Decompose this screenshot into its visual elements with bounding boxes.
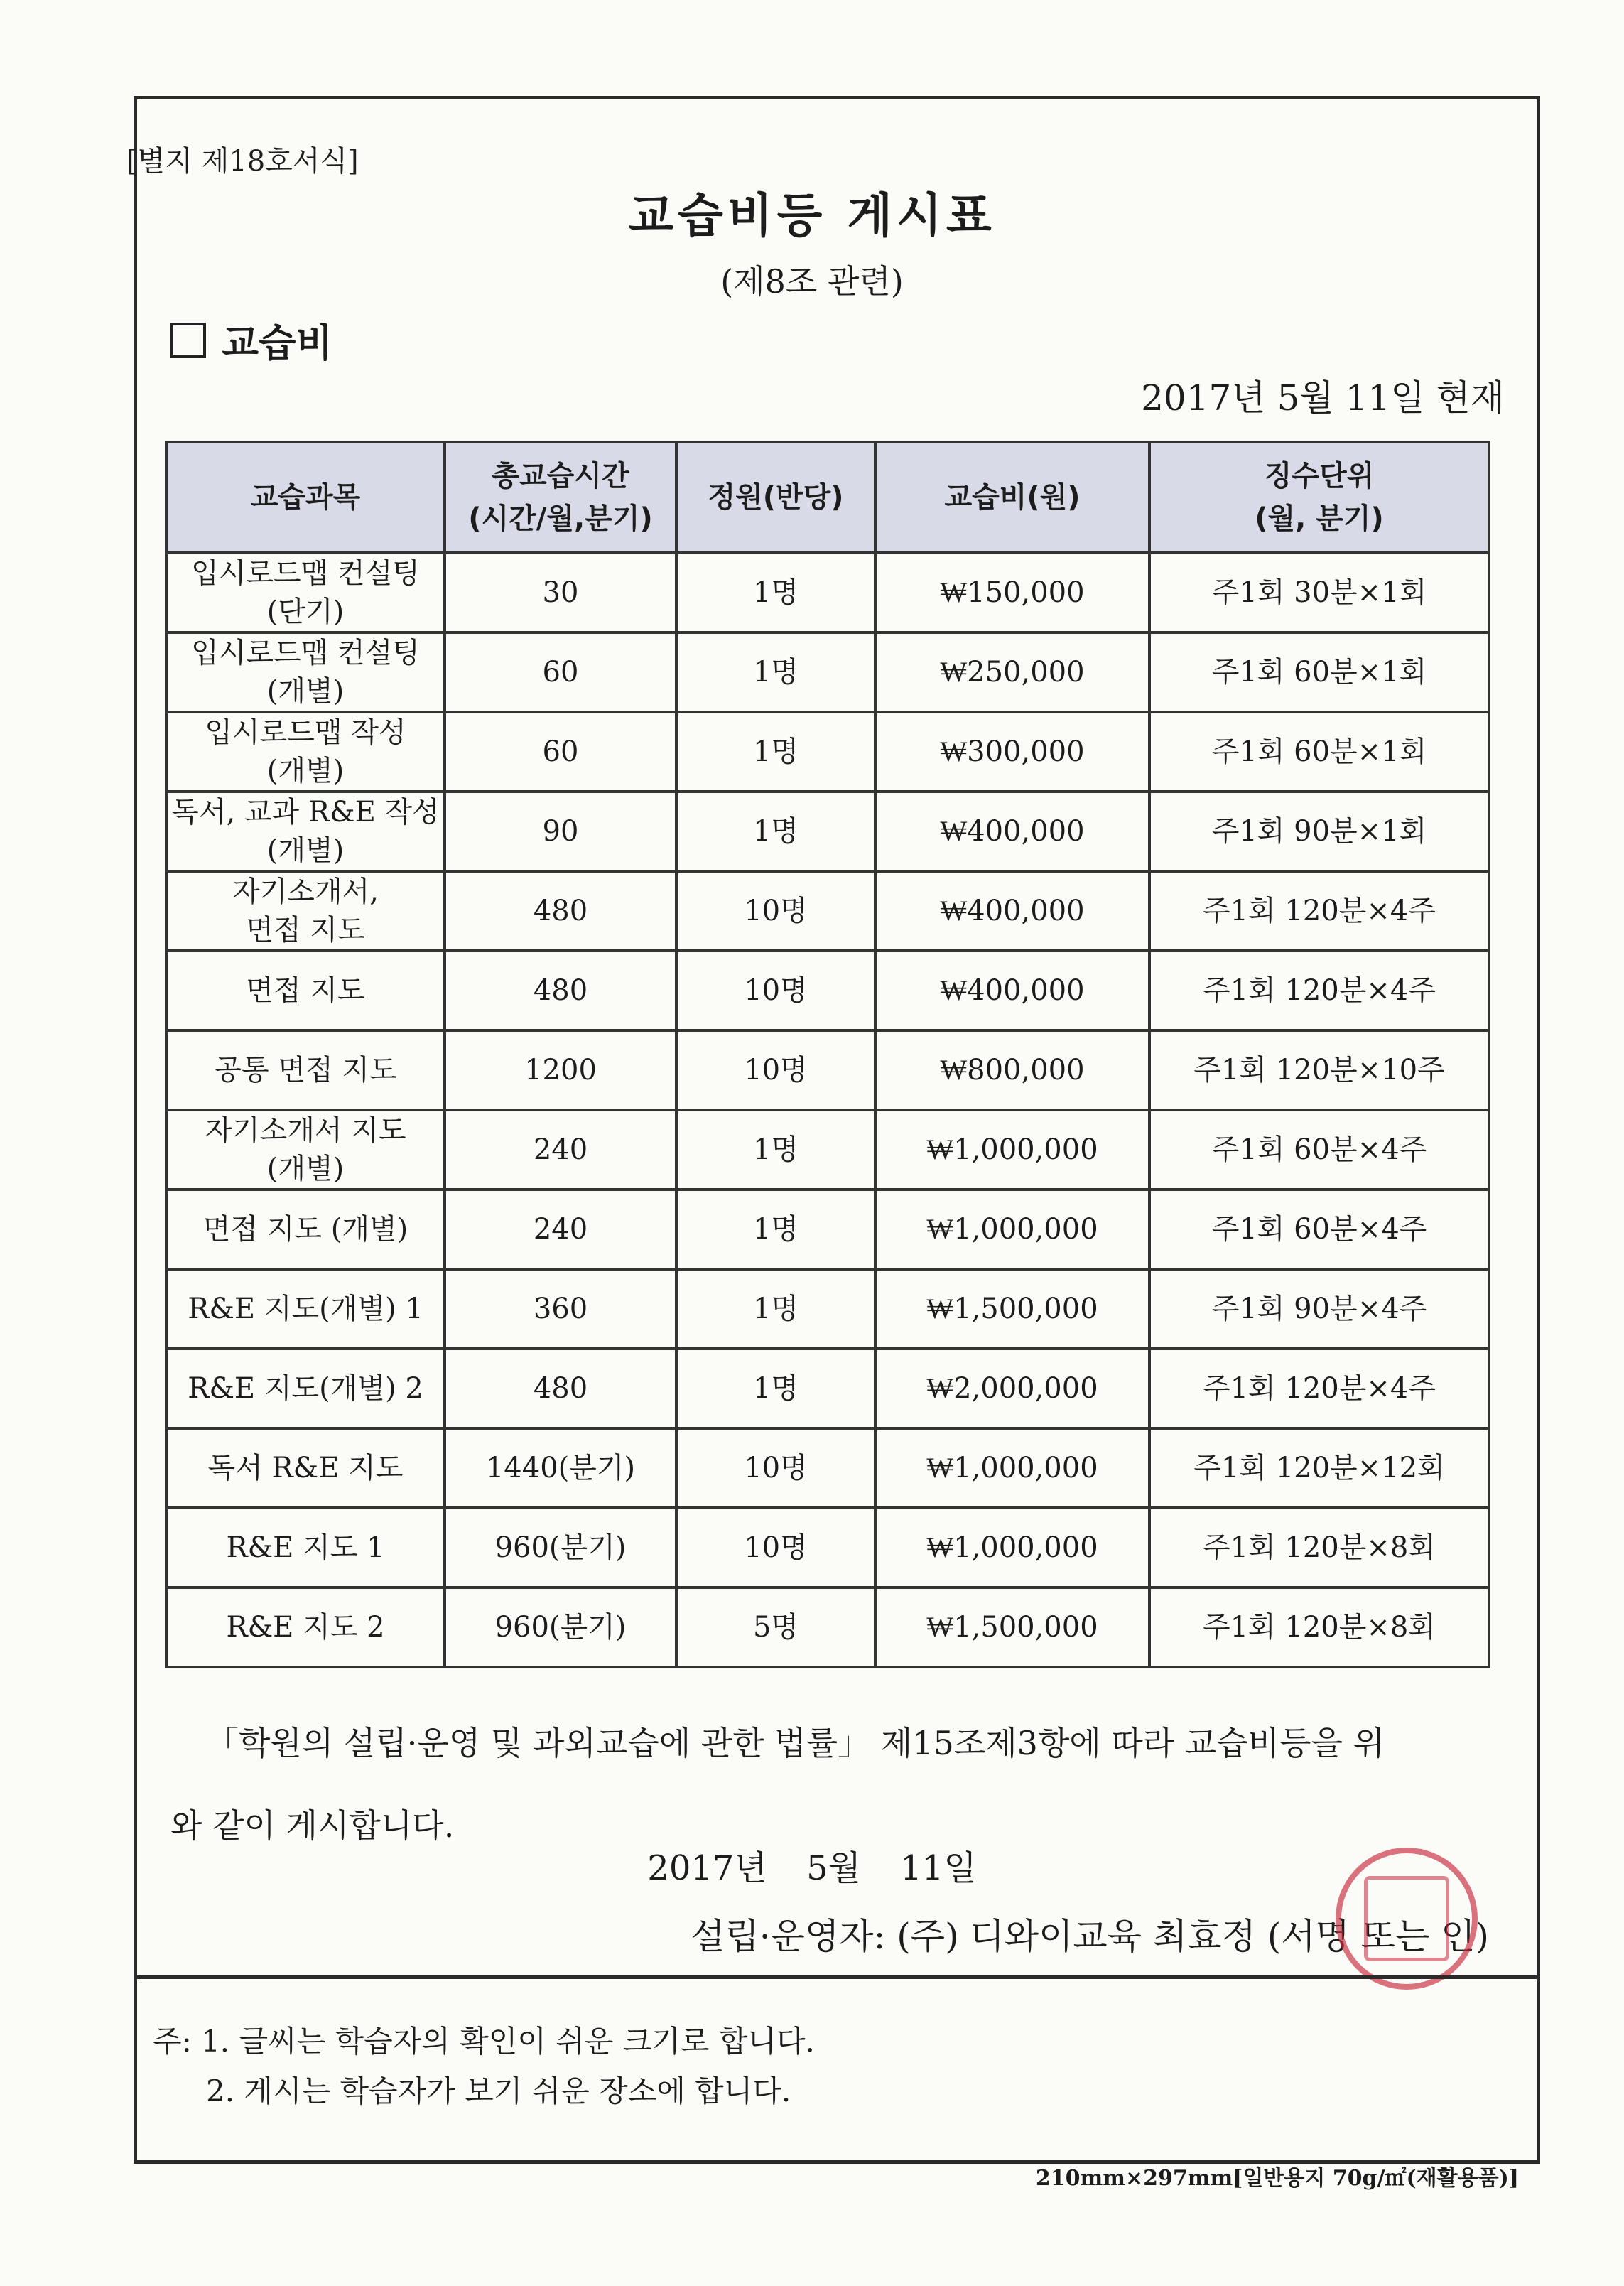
cell-collection-unit: 주1회 60분×1회 — [1149, 632, 1489, 712]
cell-subject: R&E 지도(개별) 1 — [166, 1269, 445, 1349]
cell-subject: R&E 지도(개별) 2 — [166, 1349, 445, 1428]
cell-collection-unit: 주1회 120분×4주 — [1149, 1349, 1489, 1428]
cell-collection-unit: 주1회 120분×8회 — [1149, 1508, 1489, 1587]
checkbox-icon — [170, 323, 206, 358]
cell-collection-unit: 주1회 120분×10주 — [1149, 1030, 1489, 1110]
table-row — [166, 712, 1489, 792]
header-collection-unit: 징수단위 (월, 분기) — [1149, 442, 1489, 553]
cell-total-hours: 240 — [445, 1110, 676, 1190]
document-subtitle: (제8조 관련) — [720, 262, 904, 301]
cell-fee: ₩800,000 — [875, 1030, 1149, 1110]
table-row — [166, 1349, 1489, 1428]
cell-capacity: 1명 — [676, 553, 875, 632]
cell-capacity: 10명 — [676, 951, 875, 1030]
cell-subject: 입시로드맵 작성 (개별) — [166, 712, 445, 792]
cell-total-hours: 360 — [445, 1269, 676, 1349]
cell-subject: 입시로드맵 컨설팅 (단기) — [166, 553, 445, 632]
cell-capacity: 10명 — [676, 1030, 875, 1110]
fee-table — [165, 441, 1490, 1668]
header-row — [166, 442, 1489, 553]
header-total-hours: 총교습시간 (시간/월,분기) — [445, 442, 676, 553]
cell-subject: 자기소개서 지도 (개별) — [166, 1110, 445, 1190]
cell-fee: ₩400,000 — [875, 951, 1149, 1030]
cell-fee: ₩150,000 — [875, 553, 1149, 632]
cell-total-hours: 480 — [445, 951, 676, 1030]
table-row — [166, 1269, 1489, 1349]
note-2: 2. 게시는 학습자가 보기 쉬운 장소에 합니다. — [206, 2074, 791, 2108]
form-number: [별지 제18호서식] — [126, 145, 359, 178]
cell-fee: ₩1,000,000 — [875, 1508, 1149, 1587]
notice-line-2: 와 같이 게시합니다. — [170, 1806, 455, 1845]
cell-subject: 공통 면접 지도 — [166, 1030, 445, 1110]
cell-fee: ₩2,000,000 — [875, 1349, 1149, 1428]
cell-total-hours: 30 — [445, 553, 676, 632]
cell-capacity: 1명 — [676, 792, 875, 871]
cell-capacity: 1명 — [676, 712, 875, 792]
paper-spec: 210mm×297mm[일반용지 70g/㎡(재활용품)] — [1035, 2166, 1519, 2191]
cell-total-hours: 90 — [445, 792, 676, 871]
document-title: 교습비등 게시표 — [628, 188, 996, 243]
note-1: 주: 1. 글씨는 학습자의 확인이 쉬운 크기로 합니다. — [153, 2024, 815, 2059]
cell-collection-unit: 주1회 120분×4주 — [1149, 871, 1489, 951]
cell-capacity: 1명 — [676, 1110, 875, 1190]
cell-capacity: 10명 — [676, 1428, 875, 1508]
table-row — [166, 1587, 1489, 1667]
cell-fee: ₩1,000,000 — [875, 1428, 1149, 1508]
cell-collection-unit: 주1회 60분×4주 — [1149, 1110, 1489, 1190]
cell-collection-unit: 주1회 60분×4주 — [1149, 1190, 1489, 1269]
section-heading — [170, 313, 333, 367]
table-row — [166, 1428, 1489, 1508]
header-subject: 교습과목 — [166, 442, 445, 553]
cell-fee: ₩1,500,000 — [875, 1269, 1149, 1349]
cell-fee: ₩1,500,000 — [875, 1587, 1149, 1667]
header-fee: 교습비(원) — [875, 442, 1149, 553]
signer-line: 설립·운영자: (주) 디와이교육 최효정 (서명 또는 인) — [691, 1916, 1489, 1957]
cell-fee: ₩300,000 — [875, 712, 1149, 792]
cell-total-hours: 960(분기) — [445, 1587, 676, 1667]
cell-collection-unit: 주1회 90분×4주 — [1149, 1269, 1489, 1349]
table-row — [166, 1508, 1489, 1587]
cell-fee: ₩400,000 — [875, 871, 1149, 951]
table-row — [166, 1110, 1489, 1190]
cell-capacity: 5명 — [676, 1587, 875, 1667]
seal-inner-square — [1364, 1876, 1449, 1961]
cell-capacity: 1명 — [676, 632, 875, 712]
table-row — [166, 1030, 1489, 1110]
section-label: 교습비 — [222, 320, 333, 365]
cell-capacity: 1명 — [676, 1269, 875, 1349]
cell-collection-unit: 주1회 30분×1회 — [1149, 553, 1489, 632]
table-row — [166, 553, 1489, 632]
cell-total-hours: 60 — [445, 712, 676, 792]
cell-collection-unit: 주1회 120분×8회 — [1149, 1587, 1489, 1667]
as-of-date: 2017년 5월 11일 현재 — [1141, 377, 1505, 419]
cell-fee: ₩1,000,000 — [875, 1190, 1149, 1269]
cell-total-hours: 240 — [445, 1190, 676, 1269]
header-capacity: 정원(반당) — [676, 442, 875, 553]
cell-collection-unit: 주1회 60분×1회 — [1149, 712, 1489, 792]
cell-fee: ₩250,000 — [875, 632, 1149, 712]
sign-date: 2017년 5월 11일 — [647, 1848, 977, 1888]
cell-total-hours: 1200 — [445, 1030, 676, 1110]
table-row — [166, 951, 1489, 1030]
cell-subject: 자기소개서, 면접 지도 — [166, 871, 445, 951]
cell-capacity: 1명 — [676, 1349, 875, 1428]
company-seal-icon — [1336, 1848, 1478, 1990]
cell-fee: ₩1,000,000 — [875, 1110, 1149, 1190]
cell-total-hours: 480 — [445, 1349, 676, 1428]
cell-capacity: 10명 — [676, 1508, 875, 1587]
cell-total-hours: 480 — [445, 871, 676, 951]
table-row — [166, 632, 1489, 712]
cell-total-hours: 1440(분기) — [445, 1428, 676, 1508]
cell-subject: R&E 지도 1 — [166, 1508, 445, 1587]
cell-subject: 면접 지도 (개별) — [166, 1190, 445, 1269]
cell-subject: R&E 지도 2 — [166, 1587, 445, 1667]
cell-capacity: 10명 — [676, 871, 875, 951]
cell-total-hours: 60 — [445, 632, 676, 712]
cell-subject: 독서 R&E 지도 — [166, 1428, 445, 1508]
table-row — [166, 1190, 1489, 1269]
cell-subject: 독서, 교과 R&E 작성 (개별) — [166, 792, 445, 871]
cell-total-hours: 960(분기) — [445, 1508, 676, 1587]
table-row — [166, 871, 1489, 951]
cell-subject: 면접 지도 — [166, 951, 445, 1030]
cell-subject: 입시로드맵 컨설팅 (개별) — [166, 632, 445, 712]
notice-line-1: 「학원의 설립·운영 및 과외교습에 관한 법률」 제15조제3항에 따라 교습비등을 위 — [206, 1724, 1385, 1762]
cell-capacity: 1명 — [676, 1190, 875, 1269]
cell-collection-unit: 주1회 120분×4주 — [1149, 951, 1489, 1030]
cell-fee: ₩400,000 — [875, 792, 1149, 871]
cell-collection-unit: 주1회 90분×1회 — [1149, 792, 1489, 871]
notes-divider — [134, 1975, 1540, 1979]
table-row — [166, 792, 1489, 871]
cell-collection-unit: 주1회 120분×12회 — [1149, 1428, 1489, 1508]
